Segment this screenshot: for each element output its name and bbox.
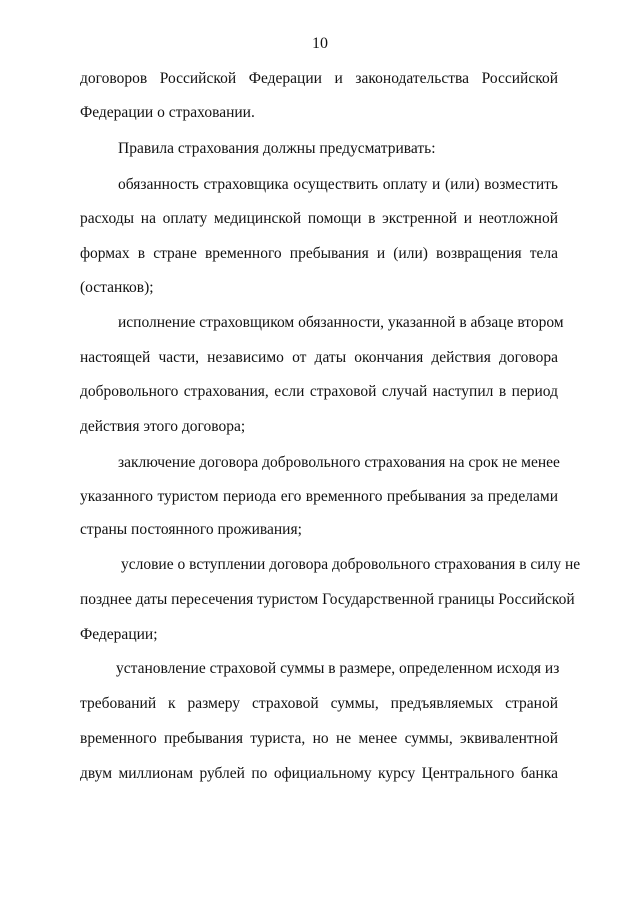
text-line: двум миллионам рублей по официальному курсу Центрального банка [80,765,558,782]
text-line: указанного туристом периода его временного пребывания за пределами [80,488,558,505]
text-line: (останков); [80,279,154,296]
text-line: действия этого договора; [80,418,246,435]
text-line: требований к размеру страховой суммы, предъявляемых страной [80,695,558,712]
text-line: расходы на оплату медицинской помощи в экстренной и неотложной [80,210,558,227]
text-line: заключение договора добровольного страхования на срок не менее [118,454,560,471]
text-line: настоящей части, независимо от даты окончания действия договора [80,349,558,366]
text-line: обязанность страховщика осуществить оплату и (или) возместить [118,176,558,193]
text-line: позднее даты пересечения туристом Государственной границы Российской [80,591,575,608]
text-line: Федерации о страховании. [80,104,255,121]
text-line: добровольного страхования, если страховой случай наступил в период [80,383,558,400]
text-line: договоров Российской Федерации и законодательства Российской [80,70,558,87]
text-line: страны постоянного проживания; [80,521,302,538]
text-line: исполнение страховщиком обязанности, указанной в абзаце втором [118,314,564,331]
text-line: формах в стране временного пребывания и (или) возвращения тела [80,245,558,262]
page-number: 10 [312,35,328,52]
text-line: Правила страхования должны предусматривать: [118,140,436,157]
text-line: Федерации; [80,626,158,643]
text-line: установление страховой суммы в размере, определенном исходя из [116,660,560,677]
text-line: временного пребывания туриста, но не менее суммы, эквивалентной [80,730,558,747]
text-line: условие о вступлении договора добровольного страхования в силу не [121,556,581,573]
